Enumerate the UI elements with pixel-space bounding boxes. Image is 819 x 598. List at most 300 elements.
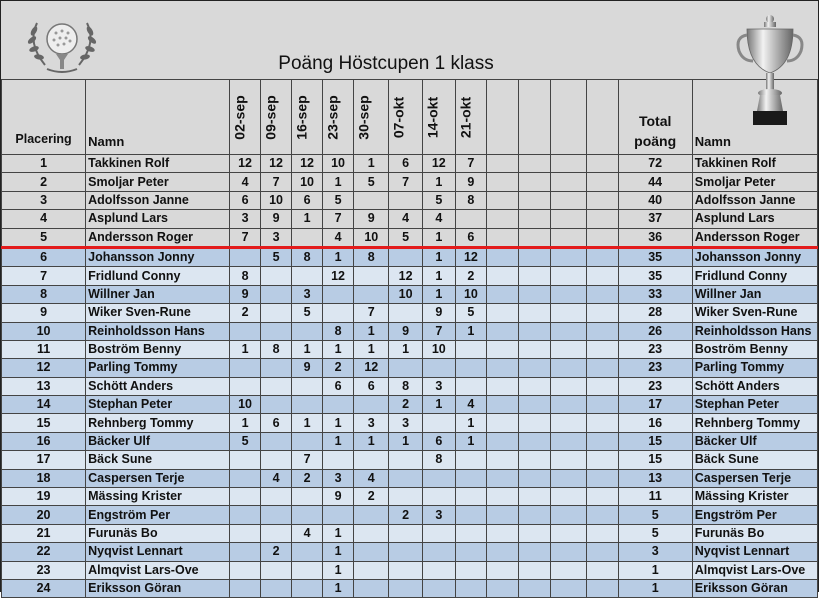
empty-cell [586,340,618,358]
empty-cell [586,191,618,209]
score-cell: 5 [422,191,455,209]
empty-cell [518,285,550,303]
score-cell: 10 [261,191,292,209]
score-cell [230,469,261,487]
place-cell: 8 [2,285,86,303]
name-cell-right: Eriksson Göran [692,579,817,597]
place-cell: 24 [2,579,86,597]
score-cell: 1 [455,432,486,450]
col-date-2: 09-sep [261,80,292,155]
name-cell: Bäck Sune [86,451,230,469]
empty-cell [551,432,586,450]
empty-cell [486,579,518,597]
name-cell-right: Boström Benny [692,340,817,358]
table-row [2,414,818,432]
score-cell: 7 [323,210,354,228]
empty-cell [586,488,618,506]
empty-cell [551,561,586,579]
place-cell: 22 [2,543,86,561]
name-cell-right: Almqvist Lars-Ove [692,561,817,579]
name-cell: Asplund Lars [86,210,230,228]
score-cell: 3 [389,414,422,432]
name-cell-right: Schött Anders [692,377,817,395]
name-cell-right: Andersson Roger [692,228,817,247]
place-cell: 16 [2,432,86,450]
place-cell: 7 [2,267,86,285]
score-cell: 1 [292,340,323,358]
col-date-4: 23-sep [323,80,354,155]
score-cell [292,432,323,450]
name-cell: Takkinen Rolf [86,155,230,173]
empty-cell [518,543,550,561]
score-cell [389,543,422,561]
total-cell: 1 [618,561,692,579]
score-cell [354,579,389,597]
score-cell: 1 [323,579,354,597]
empty-cell [551,396,586,414]
score-cell: 4 [261,469,292,487]
name-cell-right: Takkinen Rolf [692,155,817,173]
score-cell: 4 [323,228,354,247]
score-cell [389,488,422,506]
table-row [2,173,818,191]
empty-cell [518,432,550,450]
score-cell [323,285,354,303]
empty-cell [586,210,618,228]
score-cell [261,579,292,597]
place-cell: 19 [2,488,86,506]
table-row [2,543,818,561]
score-cell: 10 [230,396,261,414]
total-cell: 40 [618,191,692,209]
total-cell: 36 [618,228,692,247]
name-cell-right: Mässing Krister [692,488,817,506]
table-row [2,228,818,247]
score-cell: 9 [292,359,323,377]
empty-cell [586,524,618,542]
score-cell: 1 [354,340,389,358]
score-cell: 1 [422,396,455,414]
empty-cell [486,247,518,266]
table-row [2,506,818,524]
col-placering: Placering [2,80,86,155]
table-row [2,579,818,597]
score-cell: 8 [422,451,455,469]
empty-cell [486,210,518,228]
place-cell: 3 [2,191,86,209]
table-row [2,340,818,358]
empty-cell [518,191,550,209]
score-cell: 5 [354,173,389,191]
empty-cell [586,377,618,395]
score-cell [455,579,486,597]
score-cell [261,506,292,524]
total-cell: 16 [618,414,692,432]
name-cell: Adolfsson Janne [86,191,230,209]
score-cell: 7 [292,451,323,469]
name-cell: Boström Benny [86,340,230,358]
score-cell [261,285,292,303]
empty-cell [518,414,550,432]
empty-cell [551,524,586,542]
col-date-8: 21-okt [455,80,486,155]
empty-cell [518,173,550,191]
score-cell: 6 [292,191,323,209]
score-cell: 5 [230,432,261,450]
score-cell: 1 [292,210,323,228]
place-cell: 20 [2,506,86,524]
score-cell: 6 [323,377,354,395]
place-cell: 4 [2,210,86,228]
empty-cell [486,228,518,247]
empty-cell [551,377,586,395]
score-cell: 9 [323,488,354,506]
col-total: Total poäng [618,80,692,155]
name-cell: Rehnberg Tommy [86,414,230,432]
score-cell: 1 [354,155,389,173]
score-cell [230,247,261,266]
name-cell: Engström Per [86,506,230,524]
score-cell [230,451,261,469]
empty-cell [586,359,618,377]
empty-cell [586,396,618,414]
score-cell: 1 [455,322,486,340]
empty-cell [551,340,586,358]
score-cell [455,210,486,228]
place-cell: 13 [2,377,86,395]
empty-cell [486,414,518,432]
table-row [2,247,818,266]
score-cell: 12 [261,155,292,173]
empty-cell [551,247,586,266]
name-cell: Andersson Roger [86,228,230,247]
empty-cell [486,191,518,209]
empty-cell [518,377,550,395]
total-cell: 35 [618,247,692,266]
score-cell [455,469,486,487]
empty-cell [486,322,518,340]
name-cell-right: Johansson Jonny [692,247,817,266]
total-cell: 5 [618,524,692,542]
total-cell: 13 [618,469,692,487]
score-cell: 7 [354,304,389,322]
score-cell: 10 [292,173,323,191]
score-cell [230,543,261,561]
score-cell: 6 [422,432,455,450]
score-cell: 4 [422,210,455,228]
empty-cell [518,304,550,322]
score-cell [422,543,455,561]
score-cell: 3 [261,228,292,247]
score-cell [389,561,422,579]
score-cell: 3 [323,469,354,487]
place-cell: 2 [2,173,86,191]
score-cell [455,488,486,506]
score-cell [292,377,323,395]
score-cell: 6 [230,191,261,209]
table-row [2,451,818,469]
empty-cell [551,228,586,247]
name-cell-right: Asplund Lars [692,210,817,228]
empty-cell [518,561,550,579]
score-cell [292,322,323,340]
score-cell: 7 [389,173,422,191]
empty-cell [551,304,586,322]
score-cell [292,561,323,579]
place-cell: 11 [2,340,86,358]
empty-cell [518,228,550,247]
score-cell [230,359,261,377]
empty-cell [586,267,618,285]
col-empty-3 [551,80,586,155]
col-date-1: 02-sep [230,80,261,155]
name-cell-right: Nyqvist Lennart [692,543,817,561]
name-cell-right: Adolfsson Janne [692,191,817,209]
score-cell: 2 [323,359,354,377]
score-cell [354,524,389,542]
table-row [2,561,818,579]
results-body [2,155,818,598]
score-cell: 1 [389,432,422,450]
score-cell [354,267,389,285]
score-cell: 5 [261,247,292,266]
total-cell: 3 [618,543,692,561]
empty-cell [551,173,586,191]
score-cell: 1 [323,543,354,561]
total-cell: 33 [618,285,692,303]
score-cell: 3 [422,506,455,524]
score-cell: 8 [455,191,486,209]
name-cell: Caspersen Terje [86,469,230,487]
score-cell: 1 [230,340,261,358]
empty-cell [518,267,550,285]
score-cell [455,543,486,561]
score-cell: 12 [389,267,422,285]
empty-cell [586,561,618,579]
empty-cell [586,155,618,173]
place-cell: 21 [2,524,86,542]
score-cell [261,322,292,340]
name-cell-right: Wiker Sven-Rune [692,304,817,322]
table-row [2,524,818,542]
score-cell: 8 [292,247,323,266]
score-cell: 6 [389,155,422,173]
score-cell [230,322,261,340]
empty-cell [551,359,586,377]
score-cell: 8 [354,247,389,266]
score-cell [422,561,455,579]
score-cell: 6 [455,228,486,247]
score-cell: 1 [422,267,455,285]
score-cell: 12 [292,155,323,173]
score-cell: 5 [455,304,486,322]
score-cell: 9 [230,285,261,303]
total-cell: 26 [618,322,692,340]
score-cell [261,524,292,542]
score-cell [292,267,323,285]
empty-cell [551,543,586,561]
name-cell-right: Willner Jan [692,285,817,303]
total-cell: 5 [618,506,692,524]
score-cell [354,191,389,209]
empty-cell [551,451,586,469]
name-cell: Wiker Sven-Rune [86,304,230,322]
score-cell: 12 [422,155,455,173]
score-cell [455,340,486,358]
name-cell-right: Engström Per [692,506,817,524]
score-cell [354,543,389,561]
empty-cell [486,267,518,285]
score-cell: 1 [422,173,455,191]
header-row [2,80,818,155]
score-cell: 12 [354,359,389,377]
empty-cell [486,488,518,506]
score-cell: 9 [261,210,292,228]
empty-cell [518,155,550,173]
score-cell [455,451,486,469]
empty-cell [586,579,618,597]
empty-cell [586,228,618,247]
empty-cell [518,579,550,597]
empty-cell [486,340,518,358]
score-cell [422,469,455,487]
table-row [2,267,818,285]
score-cell: 1 [422,285,455,303]
score-cell [389,247,422,266]
score-cell [389,469,422,487]
place-cell: 18 [2,469,86,487]
score-cell [230,377,261,395]
empty-cell [586,432,618,450]
score-cell [389,524,422,542]
score-cell: 7 [455,155,486,173]
total-cell: 44 [618,173,692,191]
score-cell: 2 [292,469,323,487]
table-row [2,359,818,377]
empty-cell [551,267,586,285]
score-cell: 1 [323,414,354,432]
score-cell [323,451,354,469]
empty-cell [518,451,550,469]
score-cell: 1 [389,340,422,358]
score-cell: 4 [230,173,261,191]
score-cell [354,396,389,414]
score-cell [261,304,292,322]
score-cell [389,579,422,597]
empty-cell [551,285,586,303]
empty-cell [486,432,518,450]
golf-ball-laurel-icon [23,13,101,75]
score-cell: 2 [261,543,292,561]
name-cell: Smoljar Peter [86,173,230,191]
score-cell [323,396,354,414]
empty-cell [586,285,618,303]
empty-cell [586,173,618,191]
score-cell [323,304,354,322]
table-row [2,304,818,322]
score-cell: 2 [230,304,261,322]
name-cell: Furunäs Bo [86,524,230,542]
name-cell: Mässing Krister [86,488,230,506]
score-cell [292,488,323,506]
empty-cell [586,247,618,266]
empty-cell [586,322,618,340]
table-row [2,191,818,209]
score-cell: 8 [389,377,422,395]
score-cell: 1 [230,414,261,432]
empty-cell [586,506,618,524]
score-cell: 9 [389,322,422,340]
score-cell [354,285,389,303]
score-cell [292,543,323,561]
name-cell: Reinholdsson Hans [86,322,230,340]
place-cell: 5 [2,228,86,247]
score-cell [230,524,261,542]
score-cell: 6 [261,414,292,432]
empty-cell [518,469,550,487]
score-cell [230,488,261,506]
results-table [1,79,818,598]
table-row [2,155,818,173]
name-cell-right: Furunäs Bo [692,524,817,542]
name-cell: Eriksson Göran [86,579,230,597]
total-cell: 23 [618,359,692,377]
empty-cell [586,469,618,487]
empty-cell [586,451,618,469]
score-cell [389,191,422,209]
table-row [2,488,818,506]
name-cell: Parling Tommy [86,359,230,377]
col-date-7: 14-okt [422,80,455,155]
name-cell: Almqvist Lars-Ove [86,561,230,579]
table-row [2,396,818,414]
score-cell [230,561,261,579]
score-cell: 10 [455,285,486,303]
empty-cell [551,191,586,209]
total-cell: 11 [618,488,692,506]
empty-cell [586,304,618,322]
name-cell-right: Caspersen Terje [692,469,817,487]
score-cell [292,579,323,597]
name-cell-right: Reinholdsson Hans [692,322,817,340]
empty-cell [486,506,518,524]
empty-cell [551,579,586,597]
score-cell: 1 [422,228,455,247]
total-cell: 1 [618,579,692,597]
empty-cell [551,155,586,173]
empty-cell [486,451,518,469]
score-cell: 4 [292,524,323,542]
empty-cell [551,414,586,432]
empty-cell [518,359,550,377]
place-cell: 23 [2,561,86,579]
empty-cell [551,506,586,524]
score-cell [389,359,422,377]
score-cell: 9 [455,173,486,191]
score-cell [422,524,455,542]
score-cell [455,359,486,377]
empty-cell [518,396,550,414]
score-cell: 4 [354,469,389,487]
score-cell [292,506,323,524]
score-cell [422,579,455,597]
empty-cell [486,285,518,303]
score-cell [455,377,486,395]
total-cell: 72 [618,155,692,173]
empty-cell [518,322,550,340]
score-cell: 8 [230,267,261,285]
table-row [2,432,818,450]
